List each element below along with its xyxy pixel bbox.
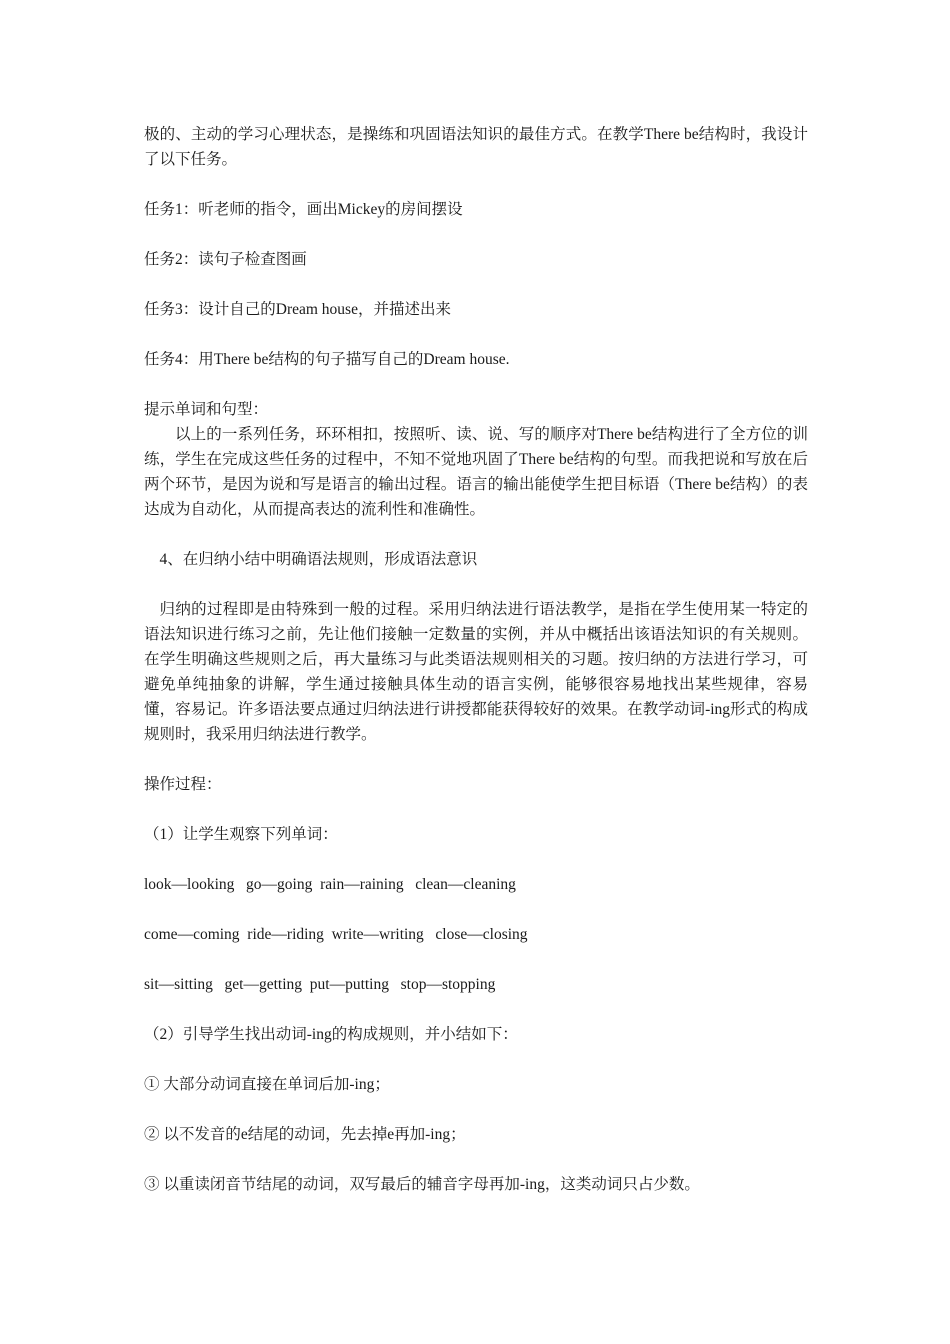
document-page [144,122,808,1222]
hint-heading: 提示单词和句型： [144,401,269,418]
step-1: （1）让学生观察下列单词： [144,826,338,843]
rule-3: ③ 以重读闭音节结尾的动词，双写最后的辅音字母再加-ing，这类动词只占少数。 [144,1176,700,1193]
paragraph-task-summary: 以上的一系列任务，环环相扣，按照听、读、说、写的顺序对There be结构进行了全方位的训练，学生在完成这些任务的过程中，不知不觉地巩固了There be结构的句型。而我把说和写放在后两个环节，是因为说和写是语言的输出过程。语言的输出能使学生把目标语（There be结构）的表达成为自动化，从而提高表达的流利性和准确性。 [144,426,808,518]
procedure-heading: 操作过程： [144,776,222,793]
word-list-row-3: sit—sitting get—getting put—putting stop—stopping [144,976,496,993]
section-heading-4: 4、在归纳小结中明确语法规则，形成语法意识 [159,551,478,568]
task-1: 任务1：听老师的指令，画出Mickey的房间摆设 [144,201,463,218]
task-3: 任务3：设计自己的Dream house，并描述出来 [144,301,451,318]
word-list-row-2: come—coming ride—riding write—writing close—closing [144,926,528,943]
paragraph-intro: 极的、主动的学习心理状态，是操练和巩固语法知识的最佳方式。在教学There be结构时，我设计了以下任务。 [144,126,808,168]
task-2: 任务2：读句子检查图画 [144,251,307,268]
rule-1: ① 大部分动词直接在单词后加-ing； [144,1076,390,1093]
rule-2: ② 以不发音的e结尾的动词，先去掉e再加-ing； [144,1126,466,1143]
step-2: （2）引导学生找出动词-ing的构成规则，并小结如下： [144,1026,518,1043]
word-list-row-1: look—looking go—going rain—raining clean—cleaning [144,876,516,893]
task-4: 任务4：用There be结构的句子描写自己的Dream house. [144,351,510,368]
paragraph-induction: 归纳的过程即是由特殊到一般的过程。采用归纳法进行语法教学，是指在学生使用某一特定的语法知识进行练习之前，先让他们接触一定数量的实例，并从中概括出该语法知识的有关规则。在学生明确这些规则之后，再大量练习与此类语法规则相关的习题。按归纳的方法进行学习，可避免单纯抽象的讲解，学生通过接触具体生动的语言实例，能够很容易地找出某些规律，容易懂，容易记。许多语法要点通过归纳法进行讲授都能获得较好的效果。在教学动词-ing形式的构成规则时，我采用归纳法进行教学。 [144,601,808,743]
